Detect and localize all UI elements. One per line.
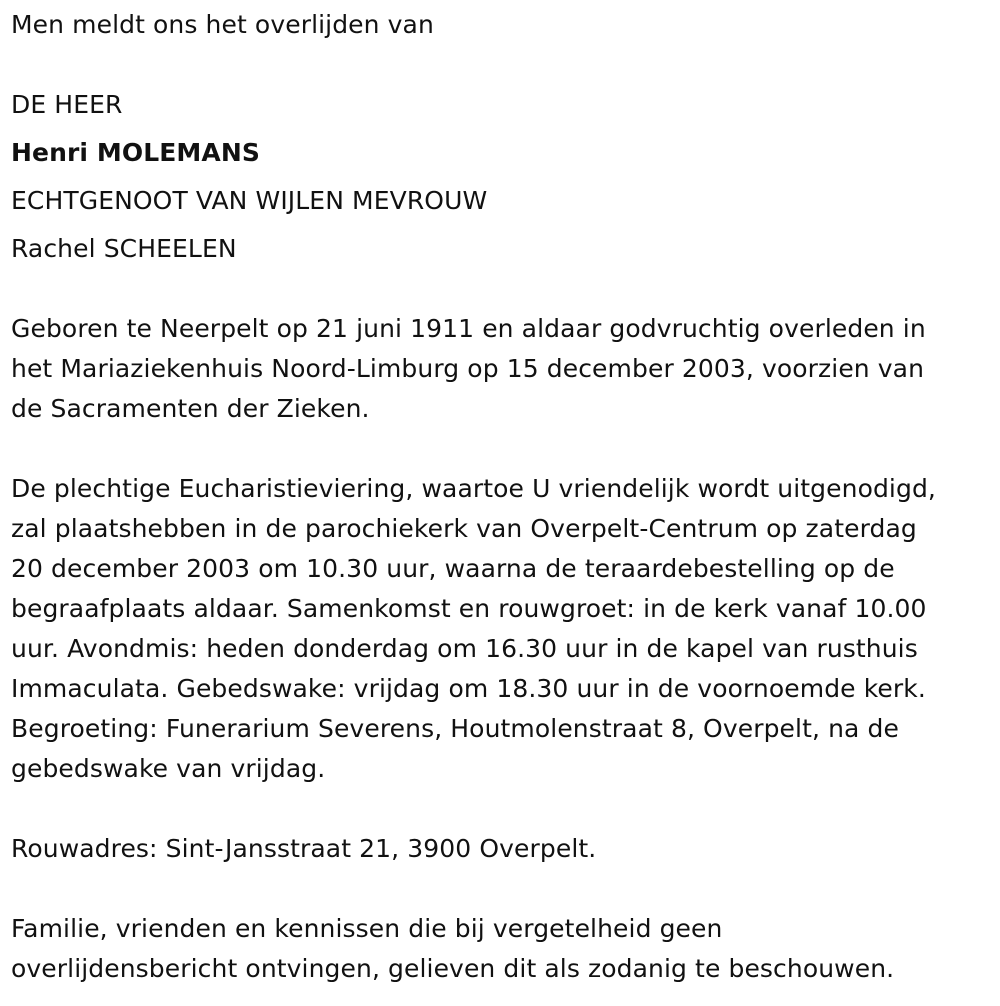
spouse-relation: ECHTGENOOT VAN WIJLEN MEVROUW bbox=[11, 186, 488, 215]
paragraph-line: Familie, vrienden en kennissen die bij vergetelheid geen bbox=[11, 914, 723, 943]
deceased-name: Henri MOLEMANS bbox=[11, 138, 260, 167]
paragraph-line: het Mariaziekenhuis Noord-Limburg op 15 december 2003, voorzien van bbox=[11, 354, 925, 383]
paragraph-line: uur. Avondmis: heden donderdag om 16.30 uur in de kapel van rusthuis bbox=[11, 634, 918, 663]
paragraph-line: zal plaatshebben in de parochiekerk van Overpelt-Centrum op zaterdag bbox=[11, 514, 917, 543]
paragraph-line: 20 december 2003 om 10.30 uur, waarna de teraardebestelling op de bbox=[11, 554, 895, 583]
paragraph-line: begraafplaats aldaar. Samenkomst en rouwgroet: in de kerk vanaf 10.00 bbox=[11, 594, 927, 623]
spouse-name: Rachel SCHEELEN bbox=[11, 234, 237, 263]
paragraph-line: overlijdensbericht ontvingen, gelieven dit als zodanig te beschouwen. bbox=[11, 954, 895, 983]
paragraph-line: Begroeting: Funerarium Severens, Houtmolenstraat 8, Overpelt, na de bbox=[11, 714, 899, 743]
birth-death-paragraph bbox=[11, 309, 926, 429]
intro-text: Men meldt ons het overlijden van bbox=[11, 10, 434, 39]
paragraph-line: Geboren te Neerpelt op 21 juni 1911 en aldaar godvruchtig overleden in bbox=[11, 314, 926, 343]
mourning-address: Rouwadres: Sint-Jansstraat 21, 3900 Overpelt. bbox=[11, 834, 597, 863]
closing-paragraph bbox=[11, 909, 894, 989]
paragraph-line: Immaculata. Gebedswake: vrijdag om 18.30 uur in de voornoemde kerk. bbox=[11, 674, 926, 703]
ceremony-paragraph bbox=[11, 469, 936, 789]
paragraph-line: de Sacramenten der Zieken. bbox=[11, 394, 370, 423]
paragraph-line: De plechtige Eucharistieviering, waartoe U vriendelijk wordt uitgenodigd, bbox=[11, 474, 936, 503]
paragraph-line: gebedswake van vrijdag. bbox=[11, 754, 326, 783]
title-prefix: DE HEER bbox=[11, 90, 123, 119]
